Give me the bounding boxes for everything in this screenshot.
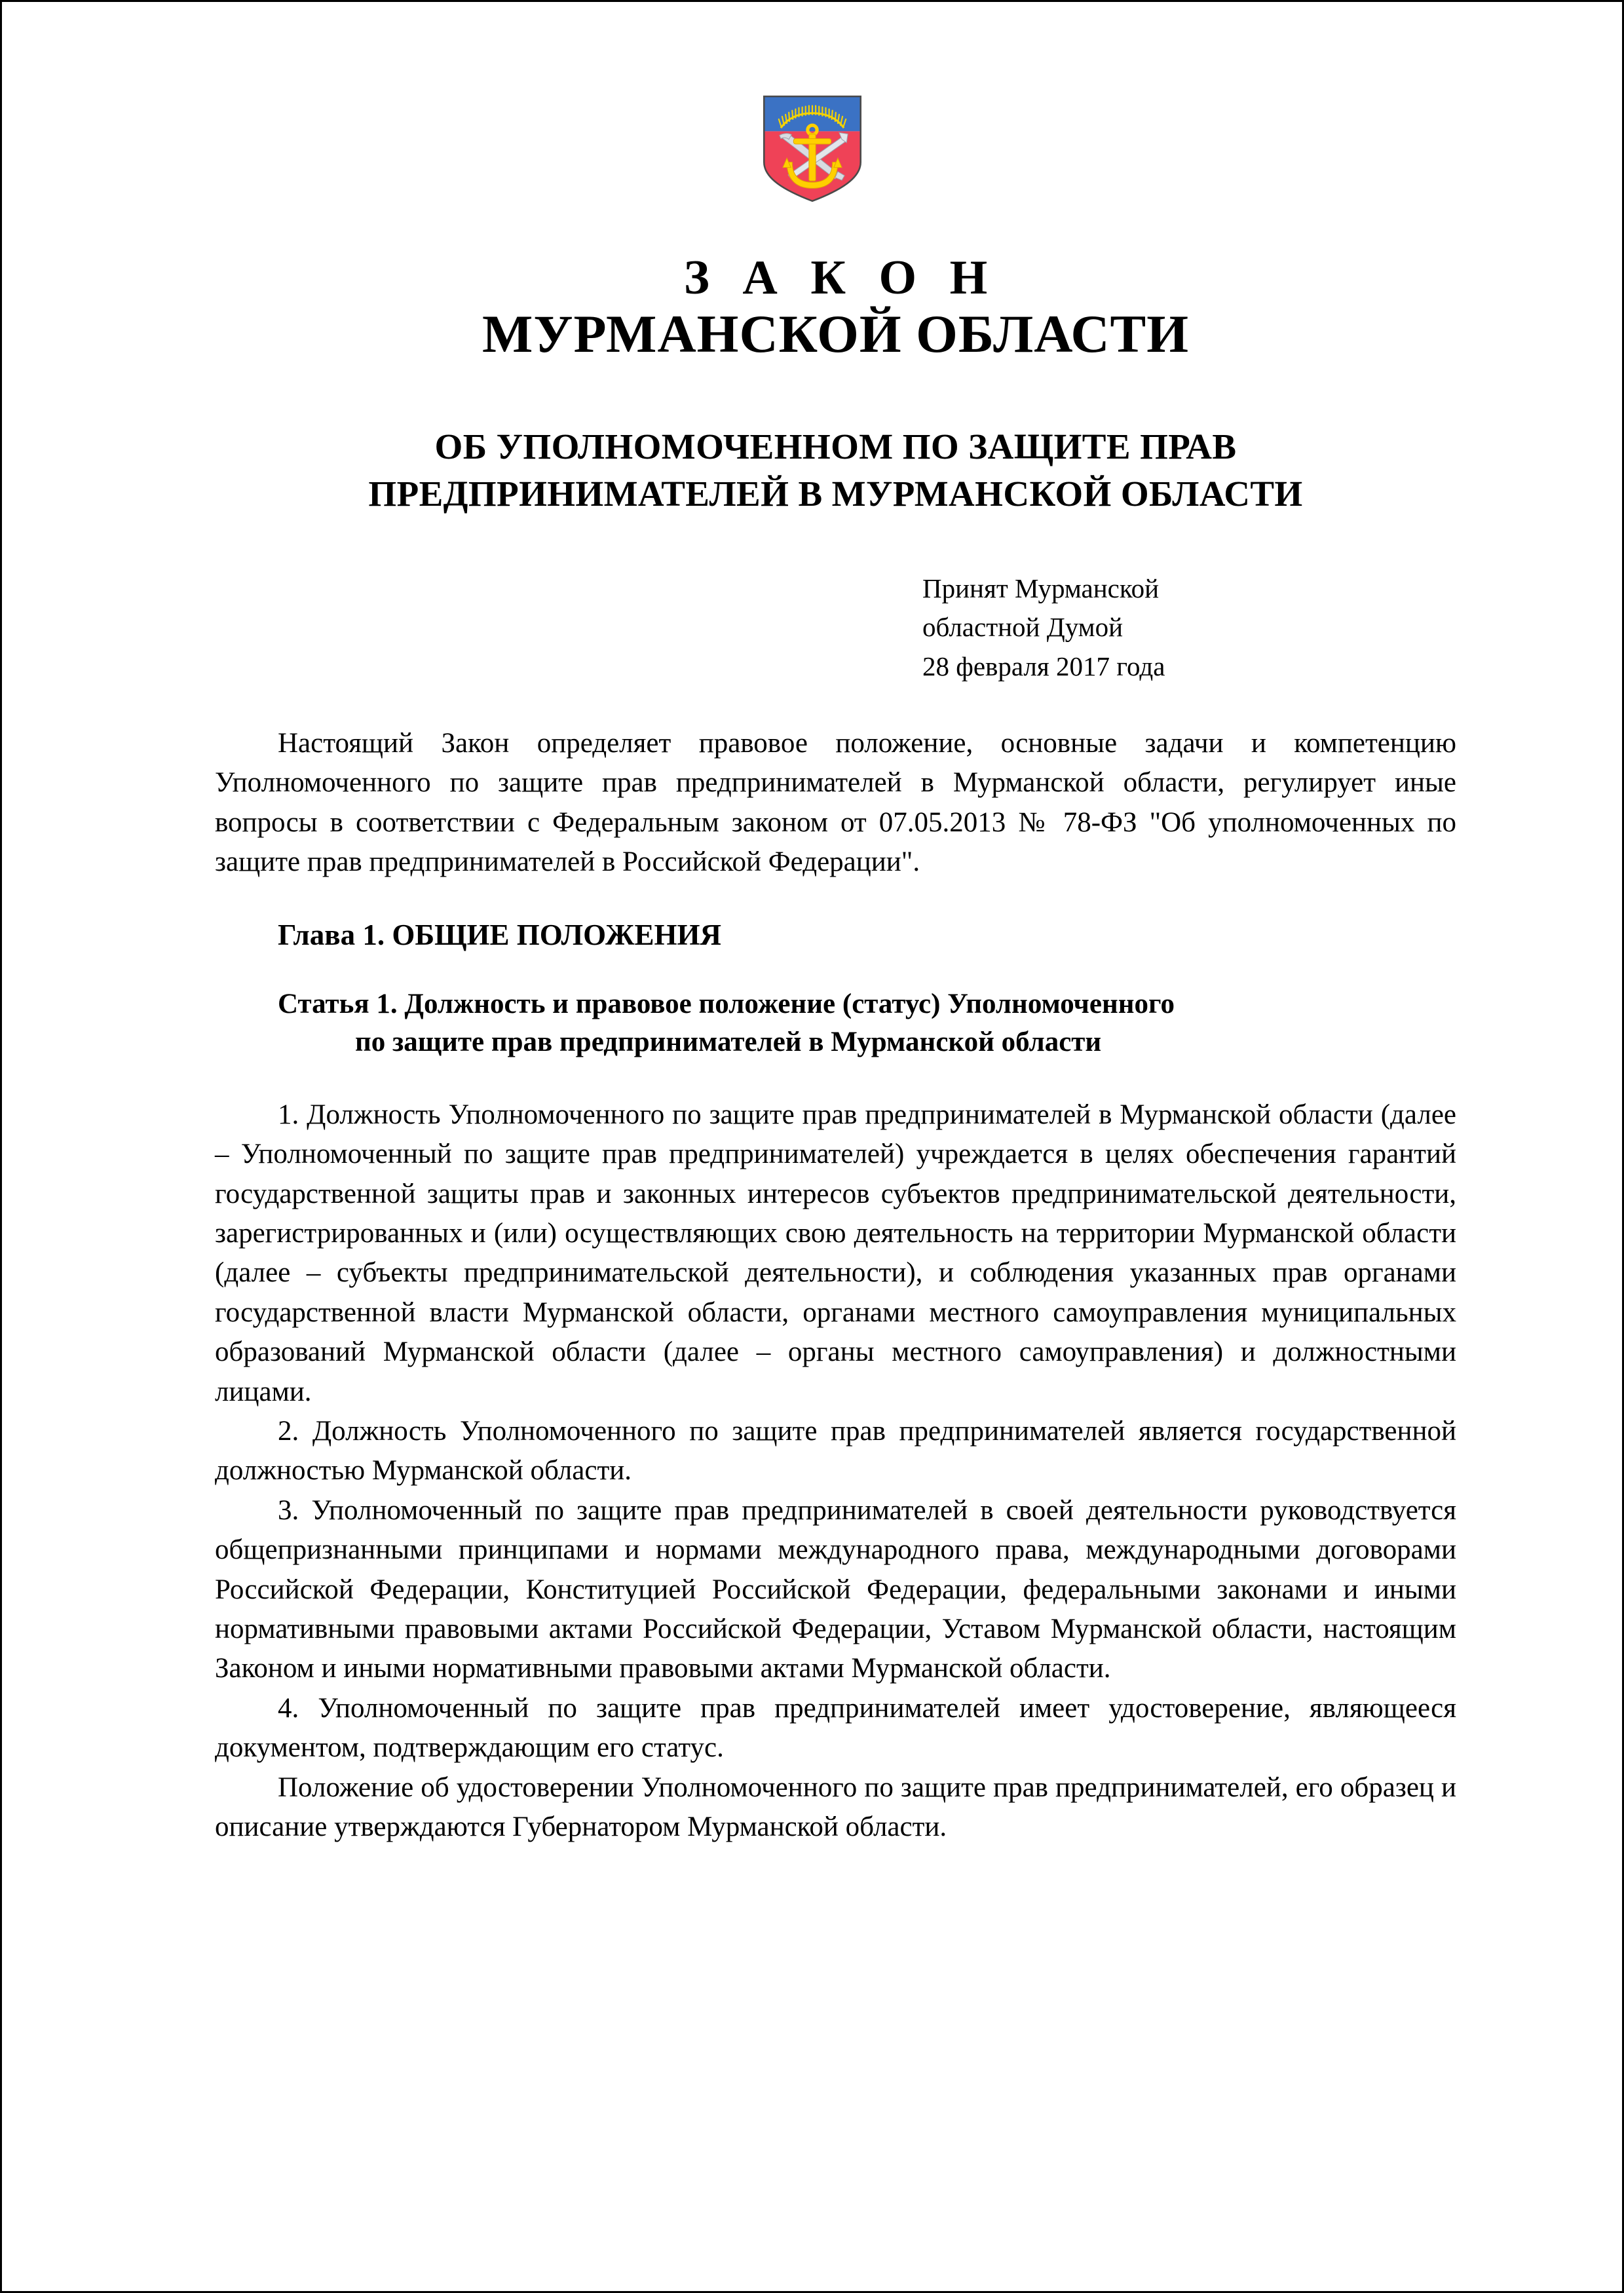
subtitle-line-2: ПРЕДПРИНИМАТЕЛЕЙ В МУРМАНСКОЙ ОБЛАСТИ <box>368 474 1303 514</box>
clause-item: 2. Должность Уполномоченного по защите прав предпринимателей является государственной должностью Мурманской области. <box>215 1415 1456 1487</box>
page-title-region: МУРМАНСКОЙ ОБЛАСТИ <box>482 304 1190 364</box>
article-heading-line-1: Статья 1. Должность и правовое положение (статус) Уполномоченного <box>278 989 1175 1020</box>
page-title-law: З А К О Н <box>683 251 998 305</box>
preamble-paragraph: Настоящий Закон определяет правовое положение, основные задачи и компетенцию Уполномоченного по защите прав предпринимателей в Мурманской области, регулирует иные вопросы в соответствии с Федеральным законом от 07.05.2013 № 78-ФЗ "Об уполномоченных по защите прав предпринимателей в Российской Федерации". <box>215 728 1456 877</box>
clause-item: 4. Уполномоченный по защите прав предпринимателей имеет удостоверение, являющееся документом, подтверждающим его статус. <box>215 1692 1456 1764</box>
clause-list <box>215 1061 1456 1848</box>
subtitle-line-1: ОБ УПОЛНОМОЧЕННОМ ПО ЗАЩИТЕ ПРАВ <box>434 426 1237 466</box>
chapter-heading: Глава 1. ОБЩИЕ ПОЛОЖЕНИЯ <box>278 918 721 951</box>
article-heading-line-2: по защите прав предпринимателей в Мурманской области <box>355 1027 1102 1058</box>
adoption-date: 28 февраля 2017 года <box>922 651 1165 681</box>
article-heading <box>215 954 1456 1061</box>
adoption-block <box>215 518 1456 686</box>
clause-item: Положение об удостоверении Уполномоченного по защите прав предпринимателей, его образец и описание утверждаются Губернатором Мурманской области. <box>215 1772 1456 1843</box>
adoption-line-2: областной Думой <box>922 612 1124 643</box>
document-content <box>215 2 1456 1847</box>
page-subtitle <box>215 366 1456 518</box>
clause-item: 1. Должность Уполномоченного по защите прав предпринимателей в Мурманской области (далее – Уполномоченный по защите прав предпринимателей) учреждается в целях обеспечения гарантий государственной защиты прав и законных интересов субъектов предпринимательской деятельности, зарегистрированных и (или) осуществляющих свою деятельность на территории Мурманской области (далее – субъекты предпринимательской деятельности), и соблюдения указанных прав органами государственной власти Мурманской области, органами местного самоуправления муниципальных образований Мурманской области (далее – органы местного самоуправления) и должностными лицами. <box>215 1099 1456 1407</box>
clause-item: 3. Уполномоченный по защите прав предпринимателей в своей деятельности руководствуется общепризнанными принципами и нормами международного права, международными договорами Российской Федерации, Конституцией Российской Федерации, федеральными законами и иными нормативными правовыми актами Российской Федерации, Уставом Мурманской области, настоящим Законом и иными нормативными правовыми актами Мурманской области. <box>215 1494 1456 1684</box>
adoption-line-1: Принят Мурманской <box>922 573 1160 603</box>
